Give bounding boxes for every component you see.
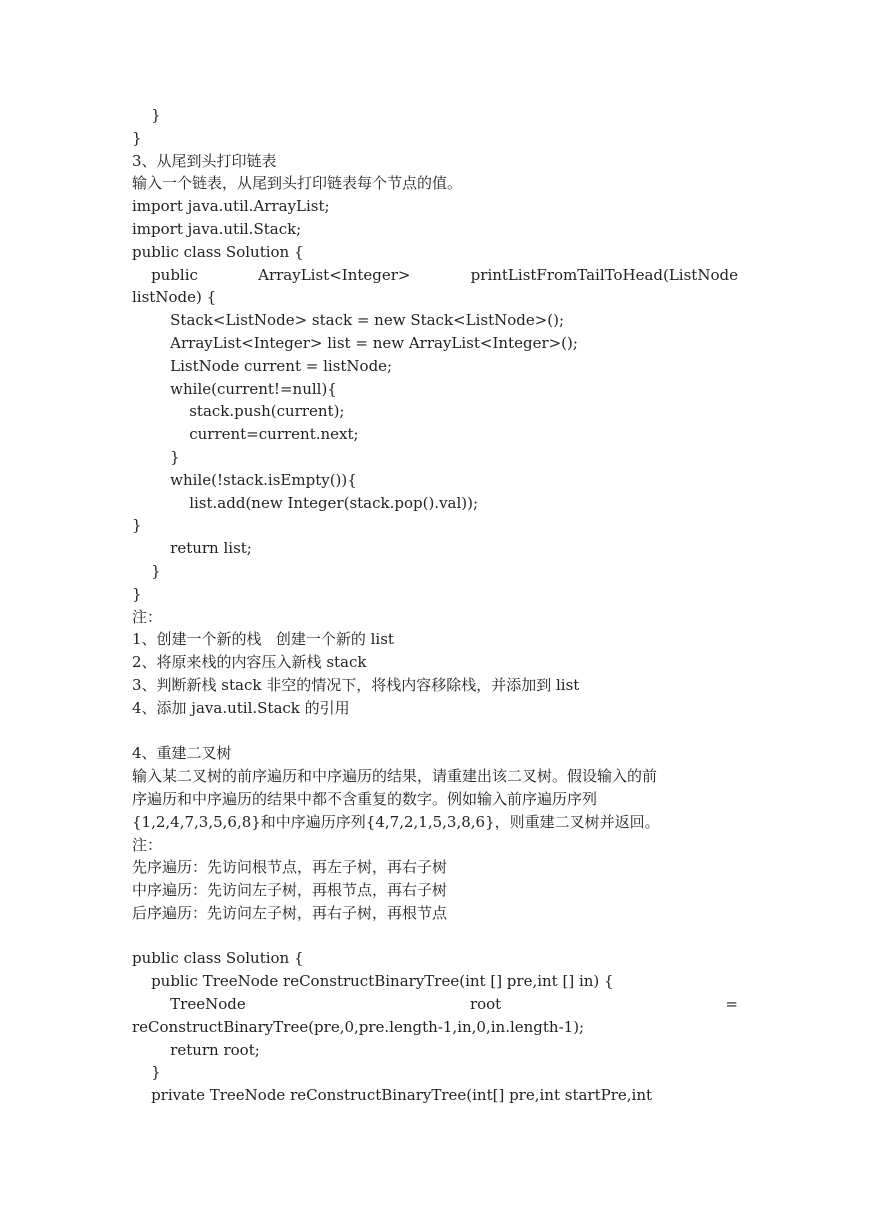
text-line: 序遍历和中序遍历的结果中都不含重复的数字。例如输入前序遍历序列 [132,789,598,808]
text-line: } [132,128,142,147]
text-line: } [132,561,161,580]
text-line: } [132,1063,161,1082]
text-line: 3、判断新栈 stack 非空的情况下，将栈内容移除栈，并添加到 list [132,675,580,694]
text-line: public TreeNode reConstructBinaryTree(int [] pre,int [] in) { [132,972,614,991]
text-line: ListNode current = listNode; [132,356,393,375]
text-line: stack.push(current); [132,402,345,421]
text-line: 注： [132,607,163,626]
text-line: return root; [132,1040,260,1059]
text-line: } [132,106,161,124]
text-line: 先序遍历：先访问根节点，再左子树，再右子树 [132,858,448,877]
text-line: 1、创建一个新的栈 创建一个新的 list [132,630,394,649]
text-line: while(current!=null){ [132,379,337,398]
justified-text-line [132,993,738,1016]
justified-text-line [132,264,738,287]
text-fragment: = [725,995,738,1014]
text-line: reConstructBinaryTree(pre,0,pre.length-1,in,0,in.length-1); [132,1017,585,1036]
document-page [132,104,738,1107]
text-fragment: TreeNode [132,995,246,1014]
text-line: public class Solution { [132,949,304,968]
text-line: {1,2,4,7,3,5,6,8}和中序遍历序列{4,7,2,1,5,3,8,6}，则重建二叉树并返回。 [132,812,660,831]
blank-line [132,720,738,743]
text-fragment: ArrayList<Integer> [258,265,411,284]
text-line: 输入一个链表，从尾到头打印链表每个节点的值。 [132,174,463,193]
text-fragment: root [469,995,502,1014]
text-line: 2、将原来栈的内容压入新栈 stack [132,653,367,672]
text-line: while(!stack.isEmpty()){ [132,470,357,489]
text-line: } [132,516,142,535]
text-line: public class Solution { [132,242,304,261]
text-line: 3、从尾到头打印链表 [132,151,277,170]
text-line: 4、重建二叉树 [132,744,232,763]
text-line: current=current.next; [132,425,359,444]
text-fragment: printListFromTailToHead(ListNode [470,265,738,284]
text-line: } [132,447,180,466]
text-line: return list; [132,539,252,558]
text-line: list.add(new Integer(stack.pop().val)); [132,493,479,512]
text-line: 4、添加 java.util.Stack 的引用 [132,698,350,717]
text-line: ArrayList<Integer> list = new ArrayList<Integer>(); [132,333,578,352]
text-line: } [132,584,142,603]
blank-line [132,925,738,948]
text-line: 输入某二叉树的前序遍历和中序遍历的结果，请重建出该二叉树。假设输入的前 [132,767,658,786]
text-line: import java.util.Stack; [132,219,302,238]
text-line: listNode) { [132,288,217,307]
text-fragment: public [132,265,198,284]
text-line: Stack<ListNode> stack = new Stack<ListNode>(); [132,311,565,330]
text-line: 中序遍历：先访问左子树，再根节点，再右子树 [132,881,448,900]
text-line: 后序遍历：先访问左子树，再右子树，再根节点 [132,903,448,922]
text-line: private TreeNode reConstructBinaryTree(int[] pre,int startPre,int [132,1086,653,1105]
text-line: 注： [132,835,163,854]
text-line: import java.util.ArrayList; [132,197,330,216]
